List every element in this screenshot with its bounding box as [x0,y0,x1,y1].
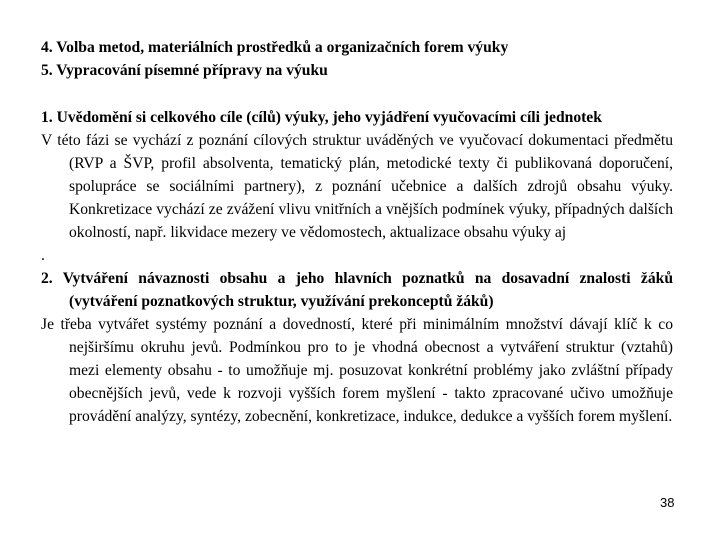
section-1-body: V této fázi se vychází z poznání cílových struktur uváděných ve vyučovací dokumentaci předmětu (RVP a ŠVP, profil absolventa, tematický plán, metodické texty či publikovaná doporučení, spolupráce se sociálními partnery), z poznání učebnice a dalších zdrojů obsahu výuky. Konkretizace vychází ze zvážení vlivu vnitřních a vnějších podmínek výuky, případných dalších okolností, např. likvidace mezery ve vědomostech, aktualizace obsahu výuky aj [41,132,673,241]
slide-content [41,36,673,428]
section-1-heading: 1. Uvědomění si celkového cíle (cílů) výuky, jeho vyjádření vyučovacími cíli jednotek [41,109,602,126]
spacer [41,82,673,106]
section-2-body: Je třeba vytvářet systémy poznání a dovedností, které při minimálním množství dávají klíč k co nejširšímu okruhu jevů. Podmínkou pro to je vhodná obecnost a vytváření struktur (vztahů) mezi elementy obsahu - to umožňuje mj. posuzovat konkrétní problémy jako zvláštní případy obecnějších jevů, vede k rozvoji vyšších forem myšlení - takto zpracované učivo umožňuje provádění analýzy, syntézy, zobecnění, konkretizace, indukce, dedukce a vyšších forem myšlení. [41,316,673,425]
section-separator: . [41,247,45,264]
header-item-4: 4. Volba metod, materiálních prostředků a organizačních forem výuky [41,39,509,56]
page-number: 38 [660,495,675,510]
section-2-heading: 2. Vytváření návaznosti obsahu a jeho hlavních poznatků na dosavadní znalosti žáků (vytváření poznatkových struktur, využívání prekonceptů žáků) [41,270,673,310]
header-item-5: 5. Vypracování písemné přípravy na výuku [41,62,328,79]
